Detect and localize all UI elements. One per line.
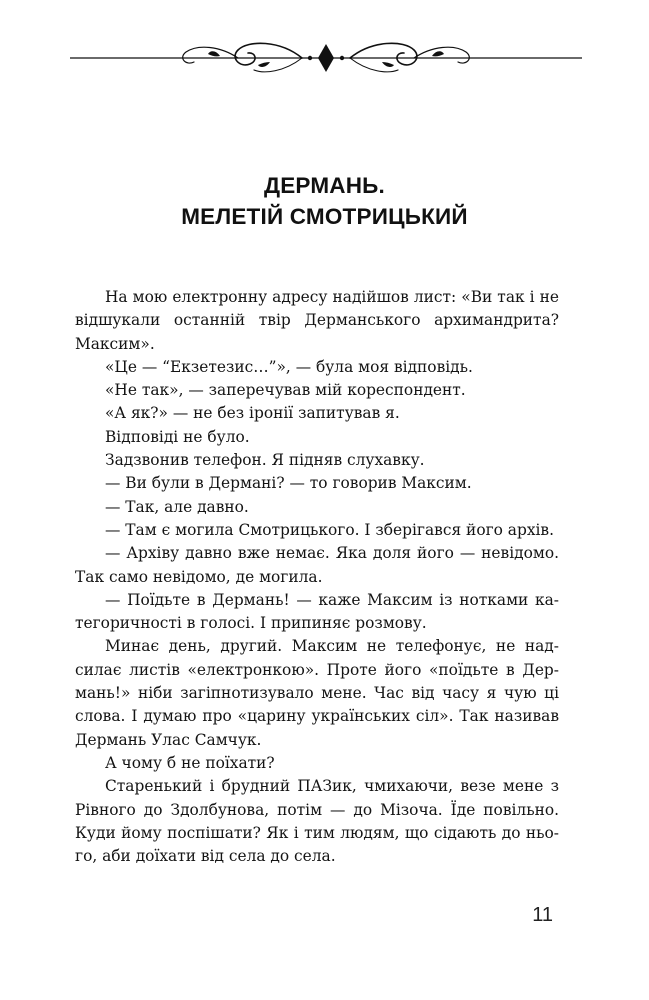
paragraph: — Ви були в Дермані? — то говорив Максим. [105, 474, 472, 493]
paragraph: — Так, але давно. [105, 497, 249, 516]
paragraph: «А як?» — не без іронії запитував я. [105, 404, 400, 423]
chapter-body-text [75, 286, 559, 868]
chapter-title-line-1: ДЕРМАНЬ. [263, 173, 385, 198]
paragraph: На мою електронну адресу надійшов лист: «Ви так і не відшукали останній твір Дерманського архимандрита? Максим». [75, 288, 559, 353]
paragraph: «Це — “Екзетезис…”», — була моя відповідь. [105, 357, 473, 376]
paragraph: А чому б не поїхати? [105, 753, 275, 772]
chapter-title [0, 170, 649, 232]
paragraph: Задзвонив телефон. Я підняв слухавку. [105, 451, 425, 470]
page-number: 11 [532, 904, 553, 926]
paragraph: Відповіді не було. [105, 427, 250, 446]
paragraph: — Поїдьте в Дермань! — каже Максим із нотками категоричності в голосі. І припиняє розмову. [75, 590, 559, 633]
decorative-ornament-header [70, 34, 582, 80]
paragraph: «Не так», — заперечував мій кореспондент. [105, 381, 466, 400]
paragraph: — Архіву давно вже немає. Яка доля його — невідомо. Так само невідомо, де могила. [75, 544, 559, 586]
paragraph: Минає день, другий. Максим не телефонує, не надсилає листів «електронкою». Проте його «поїдьте в Дермань!» ніби загіпнотизувало мене. Час від часу я чую ці слова. І думаю про «царину українських сіл». Так називав Дермань Улас Самчук. [75, 637, 559, 749]
paragraph: — Там є могила Смотрицького. І зберігався його архів. [105, 520, 554, 539]
paragraph: Старенький і брудний ПАЗик, чмихаючи, везе мене з Рівного до Здолбунова, потім — до Мізоча. Їде повільно. Куди йому поспішати? Як і тим людям, що сідають до нього, аби доїхати від села до села. [75, 777, 559, 866]
chapter-title-line-2: МЕЛЕТІЙ СМОТРИЦЬКИЙ [181, 204, 468, 229]
